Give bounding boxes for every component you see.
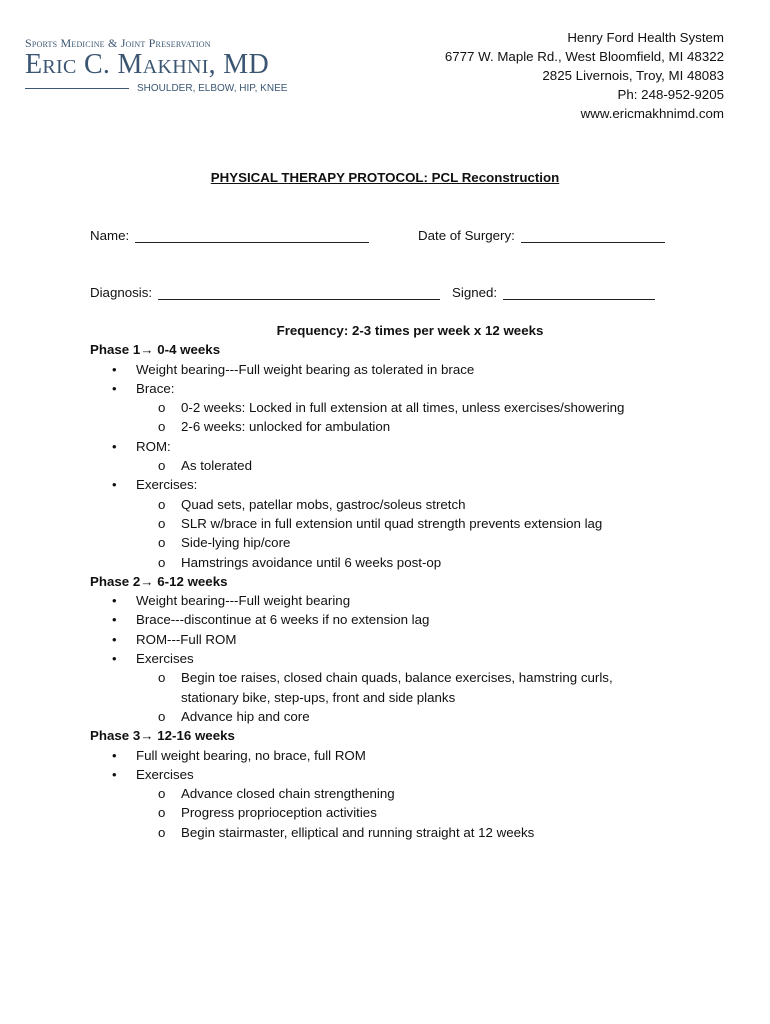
list-item: o Begin toe raises, closed chain quads, balance exercises, hamstring curls, stationary bike, step-ups, front and side planks bbox=[136, 668, 730, 707]
list-item: o Progress proprioception activities bbox=[136, 803, 730, 822]
contact-address-block bbox=[445, 28, 724, 123]
phase-1-heading: Phase 1→ 0-4 weeks bbox=[90, 342, 221, 358]
phase-2-brace: • Brace---discontinue at 6 weeks if no extension lag bbox=[90, 610, 730, 629]
phase-3-exercises: • Exercises o Advance closed chain strengthening o Progress proprioception activities o Begin stairmaster, elliptical and running straight at 12 weeks bbox=[90, 765, 730, 842]
date-of-surgery-field[interactable] bbox=[418, 228, 665, 243]
phase-1-list bbox=[90, 360, 730, 572]
list-item: o Side-lying hip/core bbox=[136, 533, 730, 552]
phase-2-weight-bearing: • Weight bearing---Full weight bearing bbox=[90, 591, 730, 610]
diagnosis-blank-line[interactable] bbox=[158, 285, 440, 300]
phase-3-heading: Phase 3→ 12-16 weeks bbox=[90, 728, 235, 744]
frequency-line: Frequency: 2-3 times per week x 12 weeks bbox=[276, 323, 544, 338]
list-item: o 2-6 weeks: unlocked for ambulation bbox=[136, 417, 730, 436]
list-item: o Advance hip and core bbox=[136, 707, 730, 726]
logo-divider bbox=[25, 88, 129, 89]
phase-3-exercise-sublist bbox=[136, 784, 730, 842]
phase-1-brace-sublist bbox=[136, 398, 730, 437]
phase-2-exercises: • Exercises o Begin toe raises, closed chain quads, balance exercises, hamstring curls, stationary bike, step-ups, front and side planks o Advance hip and core bbox=[90, 649, 730, 726]
address-phone: Ph: 248-952-9205 bbox=[617, 87, 724, 102]
list-item: o Begin stairmaster, elliptical and running straight at 12 weeks bbox=[136, 823, 730, 842]
date-of-surgery-blank-line[interactable] bbox=[521, 228, 665, 243]
address-troy: 2825 Livernois, Troy, MI 48083 bbox=[542, 68, 724, 83]
phase-2-heading: Phase 2→ 6-12 weeks bbox=[90, 573, 228, 589]
signed-label: Signed: bbox=[452, 285, 498, 300]
name-blank-line[interactable] bbox=[135, 228, 369, 243]
list-item: o Hamstrings avoidance until 6 weeks post-op bbox=[136, 553, 730, 572]
list-item: o Advance closed chain strengthening bbox=[136, 784, 730, 803]
list-item: o Quad sets, patellar mobs, gastroc/soleus stretch bbox=[136, 495, 730, 514]
list-item: o 0-2 weeks: Locked in full extension at all times, unless exercises/showering bbox=[136, 398, 730, 417]
protocol-content bbox=[90, 321, 730, 842]
name-label: Name: bbox=[90, 228, 130, 243]
address-bloomfield: 6777 W. Maple Rd., West Bloomfield, MI 48322 bbox=[444, 49, 724, 64]
list-item: o SLR w/brace in full extension until quad strength prevents extension lag bbox=[136, 514, 730, 533]
list-item: o As tolerated bbox=[136, 456, 730, 475]
logo-tagline: SHOULDER, ELBOW, HIP, KNEE bbox=[137, 83, 288, 94]
diagnosis-field[interactable] bbox=[90, 285, 440, 300]
address-organization: Henry Ford Health System bbox=[567, 30, 724, 45]
phase-2-exercise-sublist bbox=[136, 668, 730, 726]
phase-1-brace: • Brace: o 0-2 weeks: Locked in full extension at all times, unless exercises/showering o 2-6 weeks: unlocked for ambulation bbox=[90, 379, 730, 437]
name-field[interactable] bbox=[90, 228, 369, 243]
phase-1-exercises: • Exercises: o Quad sets, patellar mobs, gastroc/soleus stretch o SLR w/brace in full extension until quad strength prevents extension lag o Side-lying hip/core o Hamstrings avoidance until 6 weeks post-op bbox=[90, 475, 730, 571]
signed-field[interactable] bbox=[452, 285, 655, 300]
address-website: www.ericmakhnimd.com bbox=[580, 106, 724, 121]
phase-3-list bbox=[90, 746, 730, 842]
phase-1-exercise-sublist bbox=[136, 495, 730, 572]
practice-logo bbox=[25, 36, 315, 94]
logo-practice-line: Sports Medicine & Joint Preservation bbox=[25, 36, 211, 50]
logo-tagline-row bbox=[25, 83, 315, 94]
phase-3-weight-bearing: • Full weight bearing, no brace, full ROM bbox=[90, 746, 730, 765]
date-of-surgery-label: Date of Surgery: bbox=[418, 228, 515, 243]
diagnosis-label: Diagnosis: bbox=[90, 285, 153, 300]
document-title: PHYSICAL THERAPY PROTOCOL: PCL Reconstruction bbox=[210, 170, 560, 185]
phase-1-weight-bearing: • Weight bearing---Full weight bearing as tolerated in brace bbox=[90, 360, 730, 379]
phase-2-rom: • ROM---Full ROM bbox=[90, 630, 730, 649]
logo-doctor-name: Eric C. Makhni, MD bbox=[25, 49, 269, 80]
phase-1-rom-sublist bbox=[136, 456, 730, 475]
phase-2-list bbox=[90, 591, 730, 726]
phase-1-rom: • ROM: o As tolerated bbox=[90, 437, 730, 476]
signed-blank-line[interactable] bbox=[503, 285, 655, 300]
